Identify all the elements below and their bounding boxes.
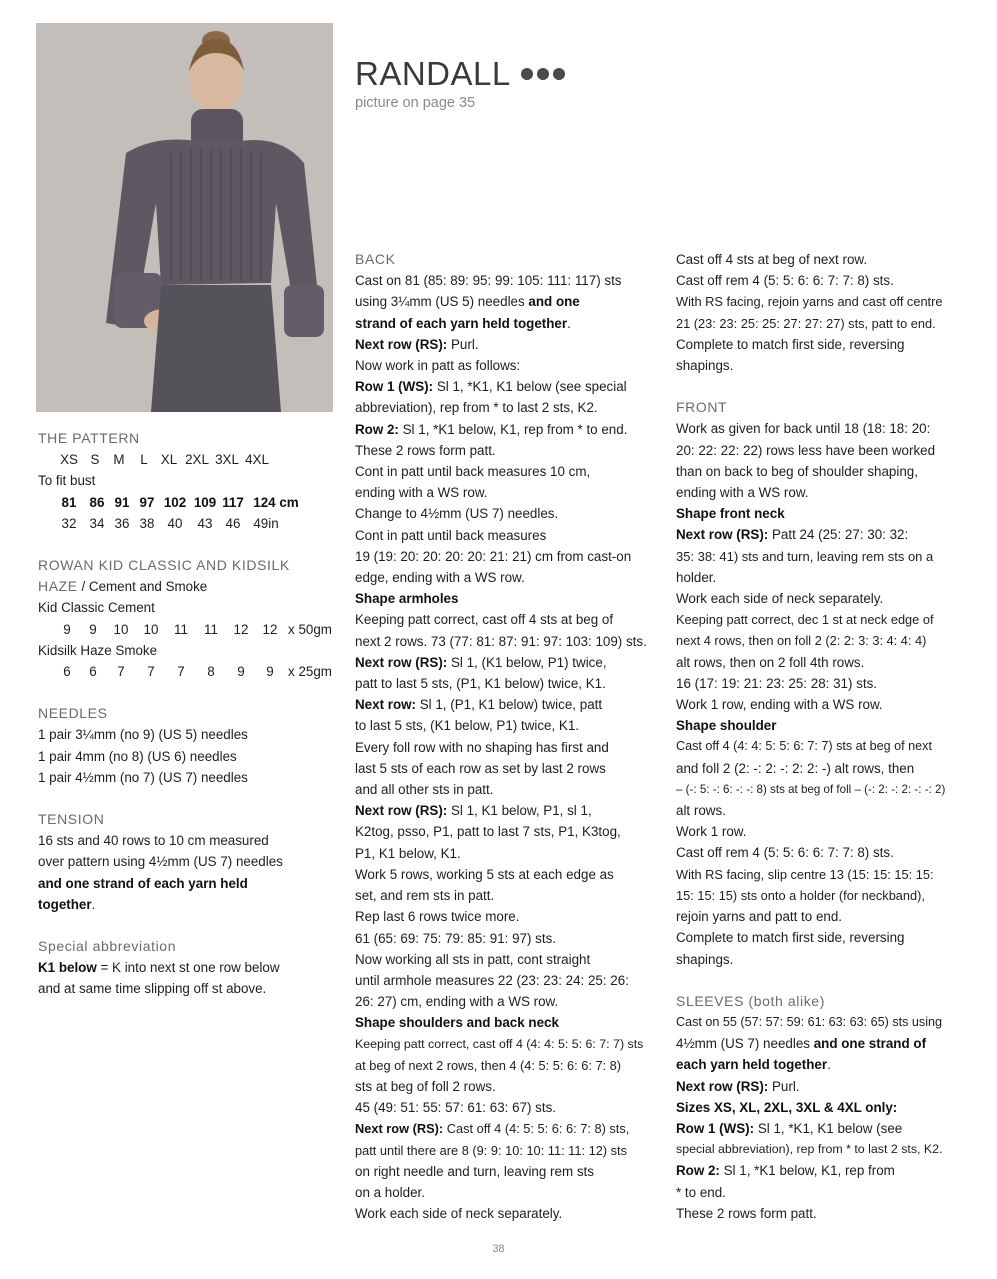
bust-cm: 124 cm [253, 494, 299, 510]
instruction-line: abbreviation), rep from * to last 2 sts, K2. [355, 400, 598, 416]
instruction-line: Cast off rem 4 (5: 5: 6: 6: 7: 7: 8) sts. [676, 273, 894, 289]
special-heading: Special abbreviation [38, 938, 177, 955]
instruction-line: These 2 rows form patt. [676, 1205, 817, 1221]
instruction-line: strand of each yarn held together [355, 315, 568, 331]
qty: 7 [147, 664, 155, 680]
instruction-line: Keeping patt correct, dec 1 st at neck edge of [676, 612, 934, 628]
instruction-line: Complete to match first side, reversing [676, 930, 905, 946]
bust-cm: 86 [89, 494, 105, 510]
size-label: XS [60, 452, 78, 468]
tension-text: . [91, 896, 96, 912]
back-heading: BACK [355, 251, 396, 267]
instruction-line: patt to last 5 sts, (P1, K1 below) twice, K1. [355, 676, 606, 692]
size-label: M [113, 452, 125, 468]
size-label: S [90, 452, 100, 468]
instruction-line: Next row (RS): [355, 336, 448, 352]
instruction-line: Cast on 55 (57: 57: 59: 61: 63: 63: 65) sts using [676, 1014, 943, 1029]
instruction-line: shapings. [676, 358, 734, 374]
instruction-line: With RS facing, rejoin yarns and cast off centre [676, 294, 943, 310]
instruction-line: Patt 24 (25: 27: 30: 32: [768, 527, 909, 543]
tension-text: and one strand of each yarn held [38, 875, 248, 891]
instruction-line: 19 (19: 20: 20: 20: 20: 21: 21) cm from cast-on [355, 548, 632, 564]
instruction-line: . [827, 1057, 831, 1073]
bust-cm: 117 [222, 494, 244, 510]
instruction-line: than on back to beg of shoulder shaping, [676, 463, 918, 479]
bust-in: 36 [114, 515, 130, 531]
qty: 8 [207, 664, 215, 680]
instruction-line: Next row: [355, 697, 417, 713]
instruction-line: and one strand of [813, 1036, 927, 1052]
instruction-line: at beg of next 2 rows, then 4 (4: 5: 5: 6: 6: 7: 8) [355, 1057, 622, 1073]
qty: 11 [204, 621, 218, 637]
bust-in: 32 [61, 515, 77, 531]
difficulty-dots-icon [521, 68, 565, 80]
instruction-line: to last 5 sts, (K1 below, P1) twice, K1. [355, 718, 580, 734]
bust-in: 46 [225, 515, 241, 531]
instruction-line: – (-: 5: -: 6: -: -: 8) sts at beg of foll – (-: 2: -: 2: -: -: 2) [676, 782, 946, 796]
yarn-colours: / Cement and Smoke [77, 579, 208, 595]
model-photo [36, 23, 333, 412]
kid-classic-qty-row [38, 619, 338, 640]
needle-item: 1 pair 4mm (no 8) (US 6) needles [38, 748, 237, 764]
instruction-line: These 2 rows form patt. [355, 442, 496, 458]
yarn-heading: ROWAN KID CLASSIC AND KIDSILK [38, 557, 290, 574]
page-subtitle: picture on page 35 [355, 95, 476, 111]
needle-item: 1 pair 3¼mm (no 9) (US 5) needles [38, 727, 248, 743]
bust-in: 49in [253, 515, 279, 531]
instruction-line: holder. [676, 569, 717, 585]
section-subheading: Shape armholes [355, 591, 459, 607]
instruction-line: 35: 38: 41) sts and turn, leaving rem sts on a [676, 548, 934, 564]
sizes-row [38, 449, 338, 470]
instruction-line: 20: 22: 22: 22) rows less have been worked [676, 442, 936, 458]
instruction-line: Sl 1, K1 below, P1, sl 1, [447, 803, 592, 819]
instruction-line: . [567, 315, 571, 331]
instruction-line: Sl 1, *K1, K1 below (see [754, 1120, 903, 1136]
bust-in: 38 [139, 515, 155, 531]
kidsilk-label: Kidsilk Haze Smoke [38, 642, 158, 658]
tension-heading: TENSION [38, 811, 105, 828]
tension-text: over pattern using 4½mm (US 7) needles [38, 854, 283, 870]
instruction-line: Row 1 (WS): [355, 379, 434, 395]
instruction-line: Sl 1, *K1 below, K1, rep from * to end. [398, 421, 628, 437]
needle-item: 1 pair 4½mm (no 7) (US 7) needles [38, 769, 248, 785]
instruction-line: Sl 1, *K1 below, K1, rep from [719, 1163, 895, 1179]
instruction-line: Next row (RS): [355, 654, 448, 670]
instruction-line: patt until there are 8 (9: 9: 10: 10: 11: 11: 12) sts [355, 1142, 627, 1158]
bust-cm: 109 [193, 494, 217, 510]
instruction-line: last 5 sts of each row as set by last 2 rows [355, 760, 606, 776]
instruction-line: Row 2: [676, 1163, 720, 1179]
page-title: RANDALL [355, 55, 511, 92]
yarn-heading-haze: HAZE [38, 578, 78, 595]
needles-heading: NEEDLES [38, 705, 108, 722]
instruction-line: and all other sts in patt. [355, 782, 494, 798]
instruction-line: Cont in patt until back measures [355, 527, 547, 543]
instruction-line: Work 1 row, ending with a WS row. [676, 697, 883, 713]
special-text: = K into next st one row below [96, 960, 280, 976]
bust-cm: 91 [114, 494, 130, 510]
size-label: XL [160, 452, 178, 468]
instruction-line: Next row (RS): [676, 527, 769, 543]
instruction-line: ending with a WS row. [676, 485, 809, 501]
instruction-line: * to end. [676, 1184, 726, 1200]
qty: 9 [63, 621, 71, 637]
instruction-line: 45 (49: 51: 55: 57: 61: 63: 67) sts. [355, 1100, 556, 1116]
instruction-line: Purl. [768, 1078, 800, 1094]
instruction-line: Work each side of neck separately. [355, 1206, 563, 1222]
instruction-line: on right needle and turn, leaving rem sts [355, 1163, 594, 1179]
right-column [676, 249, 986, 1224]
left-column [38, 428, 338, 1000]
middle-column [355, 249, 665, 1224]
instruction-line: Cast off 4 (4: 5: 5: 6: 6: 7: 8) sts, [443, 1121, 630, 1137]
instruction-line: Row 1 (WS): [676, 1120, 755, 1136]
instruction-line: Cast off rem 4 (5: 5: 6: 6: 7: 7: 8) sts. [676, 845, 894, 861]
instruction-line: Work as given for back until 18 (18: 18: 20: [676, 421, 931, 437]
to-fit-label: To fit bust [38, 473, 96, 489]
instruction-line: Keeping patt correct, cast off 4 (4: 4: 5: 5: 6: 7: 7) sts [355, 1036, 644, 1051]
instruction-line: ending with a WS row. [355, 485, 488, 501]
instruction-line: Cast off 4 (4: 4: 5: 5: 6: 7: 7) sts at beg of next [676, 739, 932, 754]
instruction-line: Next row (RS): [676, 1078, 769, 1094]
sleeves-heading: SLEEVES (both alike) [676, 992, 825, 1009]
qty: 10 [113, 621, 129, 637]
qty-unit: x 50gm [288, 621, 332, 637]
instruction-line: Cont in patt until back measures 10 cm, [355, 464, 591, 480]
bust-cm: 81 [61, 494, 77, 510]
instruction-line: Next row (RS): [355, 1121, 444, 1137]
instruction-line: and foll 2 (2: -: 2: -: 2: 2: -) alt rows, then [676, 760, 915, 776]
instruction-line: 4½mm (US 7) needles [676, 1036, 814, 1052]
qty: 10 [143, 621, 159, 637]
instruction-line: next 2 rows. 73 (77: 81: 87: 91: 97: 103: 109) sts. [355, 633, 647, 649]
instruction-line: With RS facing, slip centre 13 (15: 15: 15: 15: [676, 866, 934, 882]
instruction-line: 21 (23: 23: 25: 25: 27: 27: 27) sts, patt to end. [676, 315, 936, 331]
instruction-line: on a holder. [355, 1184, 425, 1200]
instruction-line: P1, K1 below, K1. [355, 845, 461, 861]
page-number: 38 [492, 1243, 505, 1255]
section-subheading: Shape shoulders and back neck [355, 1015, 559, 1031]
instruction-line: Work each side of neck separately. [676, 591, 884, 607]
instruction-line: 26: 27) cm, ending with a WS row. [355, 994, 559, 1010]
bust-in: 34 [89, 515, 105, 531]
size-label: 3XL [215, 452, 239, 468]
bust-in: 40 [167, 515, 183, 531]
special-term: K1 below [38, 960, 97, 976]
qty: 12 [233, 621, 249, 637]
instruction-line: Complete to match first side, reversing [676, 336, 905, 352]
instruction-line: edge, ending with a WS row. [355, 570, 525, 586]
instruction-line: 61 (65: 69: 75: 79: 85: 91: 97) sts. [355, 930, 556, 946]
instruction-line: and one [528, 294, 580, 310]
qty: 6 [89, 664, 97, 680]
instruction-line: Rep last 6 rows twice more. [355, 909, 520, 925]
instruction-line: Purl. [447, 336, 479, 352]
qty-unit: x 25gm [288, 664, 332, 680]
instruction-line: 15: 15: 15) sts onto a holder (for neckband), [676, 887, 925, 903]
tension-text: 16 sts and 40 rows to 10 cm measured [38, 833, 269, 849]
qty: 9 [266, 664, 274, 680]
instruction-line: rejoin yarns and patt to end. [676, 909, 843, 925]
instruction-line: until armhole measures 22 (23: 23: 24: 25: 26: [355, 972, 629, 988]
instruction-line: alt rows. [676, 803, 726, 819]
instruction-line: Cast on 81 (85: 89: 95: 99: 105: 111: 117) sts [355, 273, 622, 289]
bust-cm: 102 [163, 494, 187, 510]
instruction-line: Now working all sts in patt, cont straight [355, 951, 591, 967]
size-label: 4XL [245, 452, 269, 468]
instruction-line: shapings. [676, 951, 734, 967]
special-text: and at same time slipping off st above. [38, 981, 267, 997]
instruction-line: K2tog, psso, P1, patt to last 7 sts, P1, K3tog, [355, 824, 621, 840]
tension-text: together [38, 896, 92, 912]
instruction-line: each yarn held together [676, 1057, 828, 1073]
qty: 9 [89, 621, 97, 637]
instruction-line: Work 5 rows, working 5 sts at each edge as [355, 866, 614, 882]
instruction-line: Next row (RS): [355, 803, 448, 819]
bust-in-row [38, 513, 338, 534]
qty: 7 [117, 664, 125, 680]
title-block [355, 55, 565, 111]
bust-cm: 97 [139, 494, 155, 510]
instruction-line: Change to 4½mm (US 7) needles. [355, 506, 559, 522]
section-subheading: Sizes XS, XL, 2XL, 3XL & 4XL only: [676, 1099, 898, 1115]
section-subheading: Shape shoulder [676, 718, 777, 734]
kid-classic-label: Kid Classic Cement [38, 600, 155, 616]
pattern-heading: THE PATTERN [38, 430, 140, 446]
instruction-line: Sl 1, (P1, K1 below) twice, patt [416, 697, 603, 713]
qty: 12 [262, 621, 278, 637]
instruction-line: Row 2: [355, 421, 399, 437]
instruction-line: Keeping patt correct, cast off 4 sts at beg of [355, 612, 614, 628]
front-heading: FRONT [676, 399, 728, 416]
qty: 6 [63, 664, 71, 680]
instruction-line: special abbreviation), rep from * to last 2 sts, K2. [676, 1142, 943, 1157]
size-label: L [140, 452, 148, 468]
instruction-line: Sl 1, *K1, K1 below (see special [433, 379, 627, 395]
instruction-line: alt rows, then on 2 foll 4th rows. [676, 654, 865, 670]
bust-in: 43 [197, 515, 213, 531]
qty: 9 [237, 664, 245, 680]
instruction-line: Sl 1, (K1 below, P1) twice, [447, 654, 607, 670]
instruction-line: Cast off 4 sts at beg of next row. [676, 252, 868, 267]
instruction-line: using 3¼mm (US 5) needles [355, 294, 529, 310]
size-label: 2XL [185, 452, 209, 468]
instruction-line: sts at beg of foll 2 rows. [355, 1078, 496, 1094]
instruction-line: Work 1 row. [676, 824, 747, 840]
section-subheading: Shape front neck [676, 506, 785, 522]
qty: 11 [174, 621, 188, 637]
instruction-line: Every foll row with no shaping has first and [355, 739, 609, 755]
kidsilk-qty-row [38, 661, 338, 682]
qty: 7 [177, 664, 185, 680]
bust-cm-row [38, 492, 338, 513]
instruction-line: Now work in patt as follows: [355, 358, 521, 374]
instruction-line: 16 (17: 19: 21: 23: 25: 28: 31) sts. [676, 675, 877, 691]
instruction-line: next 4 rows, then on foll 2 (2: 2: 3: 3: 4: 4: 4) [676, 633, 927, 649]
instruction-line: set, and rem sts in patt. [355, 888, 495, 904]
